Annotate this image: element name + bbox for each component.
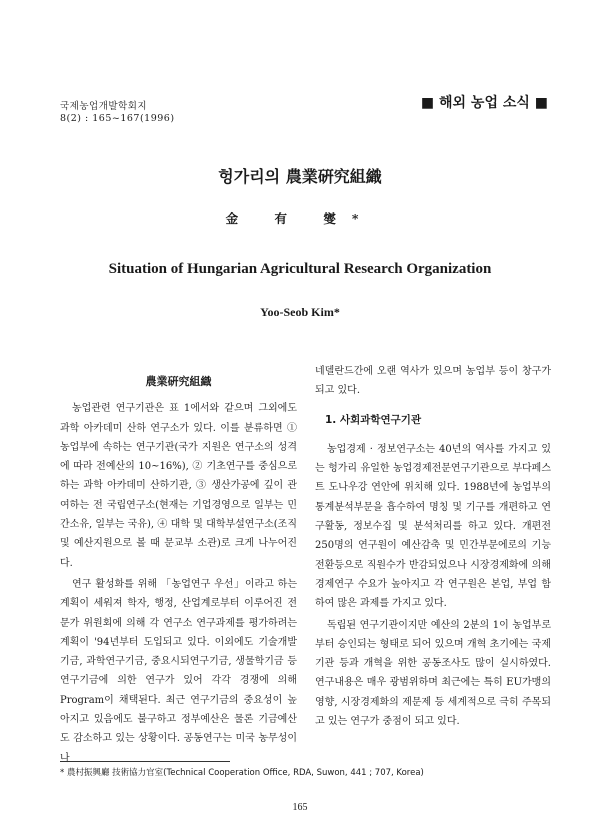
paragraph: 네델란드간에 오랜 역사가 있으며 농업부 등이 창구가 되고 있다.	[315, 366, 551, 397]
journal-name: 국제농업개발학회지	[60, 101, 148, 112]
section-heading: 農業硏究組織	[145, 375, 212, 388]
paragraph: 농업관련 연구기관은 표 1에서와 같으며 그외에도 과학 아카데미 산하 연구소가 있다. 이를 분류하면 ① 농업부에 속하는 연구기관(국가 지원은 연구소의 성격에 따라 전예산의 10~16%), ② 기초연구를 중심으로 하는 과학 아카데미 산하기관, ③ 생산가공에 깊이 관여하는 전 국립연구소(현재는 기업경영으로 일부는 민간소유, 일부는 국유), ④ 대학 및 대학부설연구소(조직 및 예산지원으로 볼 때 문교부 소관)로 크게 나누어진다.	[60, 403, 297, 569]
journal-citation: 8(2) : 165~167(1996)	[60, 113, 175, 124]
title-korean: 헝가리의 農業硏究組織	[218, 167, 382, 186]
page-number: 165	[292, 802, 308, 813]
right-column	[315, 362, 551, 733]
paragraph: 연구 활성화를 위해 「농업연구 우선」이라고 하는 계획이 세워져 학자, 행정, 산업계로부터 이루어진 전문가 위원회에 의해 각 연구소 연구과제를 평가하려는 계획이 '94년부터 도입되고 있다. 이외에도 기술개발기금, 과학연구기금, 중요시되연구기금, 생물학기금 등 연구기금에 의한 연구가 있어 각각 경쟁에 의해 Program이 채택된다. 최근 연구기금의 중요성이 높아지고 있음에도 불구하고 정부예산은 물론 기금예산도 감소하고 있는 상황이다. 공동연구는 미국 농무성이나	[60, 578, 297, 764]
paragraph: 농업경제 · 정보연구소는 40년의 역사를 가지고 있는 헝가리 유일한 농업경제전문연구기관으로 부다페스트 도나우강 연안에 위치해 있다. 1988년에 농업부의 통계분석부문을 흡수하여 명칭 및 기구를 개편하고 연구활동, 정보수집 및 분석처리를 하고 있다. 개편전 250명의 연구원이 예산감축 및 민간부문에로의 기능 전환등으로 직원수가 반감되었으나 시장경제화에 의해 경제연구 수요가 높아지고 각 연구원은 본업, 부업 함하여 많은 과제를 가지고 있다.	[315, 443, 551, 610]
subsection-heading: 1. 사회과학연구기관	[325, 413, 422, 426]
footnote-divider	[60, 761, 230, 762]
paragraph: 독립된 연구기관이지만 예산의 2분의 1이 농업부로부터 승인되는 형태로 되어 있으며 개혁 초기에는 국제기관 등과 개혁을 위한 공동조사도 많이 실시하였다. 연구내용은 매우 광범위하며 최근에는 특히 EU가맹의 영향, 시장경제화의 제문제 등 세계적으로 극히 주목되고 있는 연구가 중점이 되고 있다.	[315, 619, 551, 728]
section-label: ■ 해외 농업 소식 ■	[420, 95, 548, 111]
title-english: Situation of Hungarian Agricultural Research Organization	[108, 261, 492, 277]
author-english: Yoo-Seob Kim*	[260, 305, 340, 319]
left-column	[60, 366, 297, 770]
footnote: * 農村振興廳 技術協力官室(Technical Cooperation Office, RDA, Suwon, 441 ; 707, Korea)	[60, 768, 424, 778]
author-korean: 金 有 燮*	[225, 211, 375, 226]
